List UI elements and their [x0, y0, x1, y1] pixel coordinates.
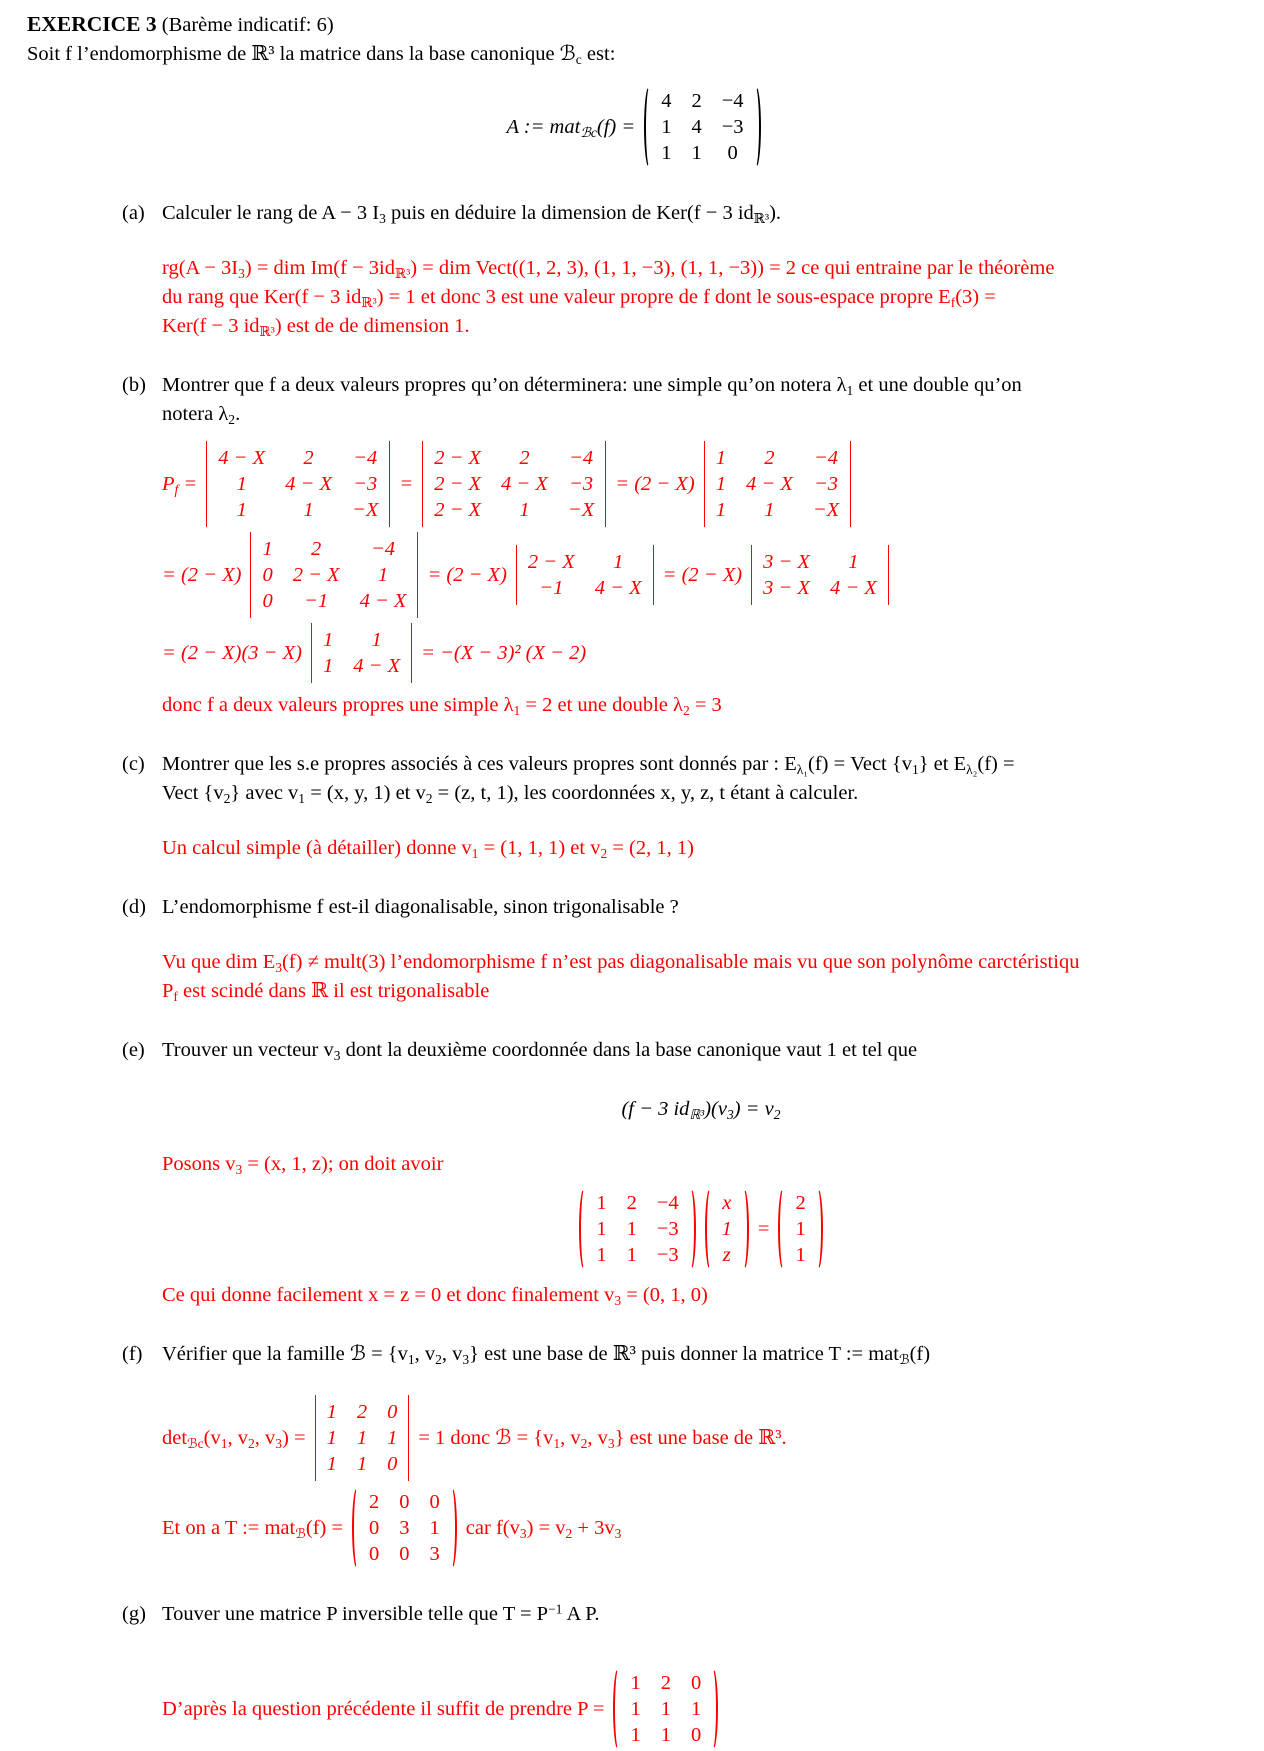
item-a-question: Calculer le rang de A − 3 $I_3$ puis en déduire la dimension de Ker(f − 3 $id_{ℝ^3}$).	[162, 202, 782, 226]
item-d	[27, 893, 1240, 1006]
matrix-cell: 1	[721, 1218, 732, 1240]
matrix-cell: 2	[660, 1672, 671, 1694]
matrix-cell: 1	[715, 499, 726, 521]
pf-eq-6: = (2 − X)(3 − X)	[162, 641, 302, 664]
paren-right	[750, 85, 761, 169]
item-b-label: (b)	[122, 374, 146, 396]
pf-det-6	[751, 545, 889, 605]
pf-det-7-grid	[321, 625, 402, 681]
e-display-equation	[162, 1095, 1240, 1124]
matrix-cell: 2	[795, 1192, 806, 1214]
matrix-cell: −1	[304, 590, 329, 612]
matrix-cell: 1	[626, 1244, 637, 1266]
item-a-label: (a)	[122, 202, 145, 224]
matrix-cell: 4 − X	[218, 447, 266, 469]
item-b-question-line-2: notera $\lambda_2$.	[162, 403, 241, 427]
matrix-cell: 4 − X	[501, 473, 548, 495]
matrix-cell: 1	[326, 1427, 337, 1449]
matrix-cell: 1	[236, 499, 247, 521]
matrix-cell: 2	[356, 1401, 368, 1423]
matrix-cell: −4	[813, 447, 839, 469]
matrix-cell: 1	[387, 1427, 398, 1449]
matrix-cell: z	[722, 1244, 731, 1266]
matrix-A-equation	[27, 85, 1240, 169]
exercise-header	[27, 10, 1240, 40]
f-det-matrix	[315, 1395, 410, 1481]
item-f-label: (f)	[122, 1343, 143, 1365]
matrix-cell: 4 − X	[285, 473, 332, 495]
system-rhs-grid	[789, 1187, 811, 1271]
item-e-label: (e)	[122, 1039, 145, 1061]
matrix-cell: 1	[262, 538, 273, 560]
matrix-A	[644, 85, 760, 169]
pf-det-5	[516, 545, 654, 605]
f-det-rhs: = 1 donc ℬ = {$v_1$, $v_2$, $v_3$} est une base de ℝ³.	[418, 1426, 787, 1451]
matrix-cell: 0	[387, 1453, 398, 1475]
item-g-label: (g)	[122, 1603, 146, 1625]
matrix-cell: −4	[370, 538, 396, 560]
matrix-cell: 1	[661, 142, 672, 164]
matrix-cell: −3	[721, 116, 744, 138]
matrix-cell: 0	[262, 590, 273, 612]
matrix-cell: 1	[661, 116, 672, 138]
paren-right	[685, 1187, 696, 1271]
item-b	[27, 371, 1240, 720]
e-system-equation	[162, 1187, 1240, 1271]
item-f-body	[162, 1340, 1240, 1570]
matrix-cell: 1	[322, 629, 334, 651]
paren-left	[705, 1187, 716, 1271]
matrix-cell: 2 − X	[292, 564, 340, 586]
system-matrix	[579, 1187, 695, 1271]
matrix-cell: 1	[322, 655, 334, 677]
pf-det-3-grid	[714, 443, 841, 525]
matrix-cell: 4 − X	[745, 473, 793, 495]
pf-det-2	[422, 441, 606, 527]
pf-det-5-grid	[526, 547, 644, 603]
system-equals: =	[757, 1217, 770, 1240]
item-c-question-line-2: Vect $\{v_2\}$ avec $v_1 = (x$, y, 1) et $v_2 = (z$, t, 1), les coordonnées x, y, z, t étant à calculer.	[162, 782, 859, 806]
g-answer-lhs: D’après la question précédente il suffit de prendre P =	[162, 1697, 605, 1720]
system-vector-grid	[716, 1187, 738, 1271]
item-b-answer	[162, 441, 1240, 720]
matrix-A-grid	[655, 85, 749, 169]
paren-left	[778, 1187, 789, 1271]
system-matrix-grid	[590, 1187, 684, 1271]
matrix-cell: 2	[626, 1192, 637, 1214]
matrix-cell: 1	[715, 447, 726, 469]
item-b-question-line-1: Montrer que f a deux valeurs propres qu’on déterminera: une simple qu’on notera $\lambda_1$ et une double qu’on	[162, 374, 1022, 398]
matrix-cell: −X	[812, 499, 840, 521]
matrix-cell: 1	[795, 1244, 806, 1266]
f-det-line	[162, 1395, 1240, 1481]
matrix-cell: 0	[690, 1724, 702, 1746]
matrix-cell: 1	[326, 1401, 337, 1423]
item-g	[27, 1600, 1240, 1751]
item-d-answer	[162, 948, 1240, 1006]
matrix-cell: 1	[690, 1698, 702, 1720]
matrix-cell: 1	[630, 1724, 641, 1746]
pf-det-4-grid	[260, 534, 408, 616]
g-answer	[162, 1667, 1240, 1751]
item-d-body	[162, 893, 1240, 1006]
matrix-cell: −3	[569, 473, 594, 495]
matrix-cell: 2	[691, 90, 702, 112]
pf-det-6-grid	[761, 547, 879, 603]
matrix-cell: 1	[326, 1453, 337, 1475]
matrix-cell: 2	[764, 447, 775, 469]
matrix-cell: −4	[721, 90, 744, 112]
item-c-answer: Un calcul simple (à détailler) donne $v_1 = (1$, 1, 1) et $v_2 = (2$, 1, 1)	[162, 837, 694, 861]
matrix-cell: 3	[399, 1517, 410, 1539]
pf-det-2-grid	[432, 443, 596, 525]
matrix-cell: 0	[429, 1491, 440, 1513]
f-det-lhs: $\det_{ℬc}(v_1$, $v_2$, $v_3$) =	[162, 1426, 306, 1451]
matrix-cell: −X	[567, 499, 595, 521]
matrix-cell: 2	[303, 447, 314, 469]
pf-eq-7: = −(X − 3)² (X − 2)	[421, 641, 587, 664]
matrix-cell: x	[722, 1192, 732, 1214]
matrix-cell: 1	[715, 473, 726, 495]
item-g-body	[162, 1600, 1240, 1751]
matrix-P-grid	[624, 1667, 707, 1751]
item-c-body	[162, 750, 1240, 863]
pf-calc-line-1	[162, 441, 1240, 527]
item-d-answer-line-2: $P_f$ est scindé dans ℝ il est trigonalisable	[162, 980, 490, 1004]
pf-det-1-grid	[216, 443, 380, 525]
matrix-cell: 1	[848, 551, 859, 573]
matrix-cell: −3	[813, 473, 839, 495]
matrix-cell: 1	[613, 551, 624, 573]
exercise-title: EXERCICE 3	[27, 12, 157, 36]
matrix-cell: 1	[371, 629, 382, 651]
matrix-cell: 2	[519, 447, 530, 469]
matrix-cell: 0	[262, 564, 273, 586]
matrix-cell: 2 − X	[434, 447, 482, 469]
matrix-cell: 1	[630, 1698, 641, 1720]
matrix-cell: 1	[596, 1218, 607, 1240]
matrix-cell: 3 − X	[763, 577, 810, 599]
matrix-cell: 1	[630, 1672, 641, 1694]
matrix-cell: −1	[539, 577, 564, 599]
item-f-question: Vérifier que la famille ℬ = {$v_1$, $v_2$, $v_3$} est une base de ℝ³ puis donner la matrice T := mat$_ℬ$(f)	[162, 1343, 931, 1367]
matrix-cell: 3 − X	[763, 551, 810, 573]
matrix-cell: 0	[399, 1491, 410, 1513]
matrix-cell: 1	[626, 1218, 637, 1240]
item-a-answer	[162, 254, 1240, 341]
matrix-cell: −4	[656, 1192, 679, 1214]
pf-eq-1: =	[399, 472, 414, 495]
pf-calc-line-2	[162, 532, 1240, 618]
matrix-cell: 0	[369, 1517, 380, 1539]
item-e-body	[162, 1036, 1240, 1310]
paren-right	[707, 1667, 718, 1751]
item-c	[27, 750, 1240, 863]
paren-right	[738, 1187, 749, 1271]
item-a	[27, 199, 1240, 341]
matrix-cell: 1	[795, 1218, 806, 1240]
matrix-cell: −3	[656, 1218, 679, 1240]
paren-right	[446, 1486, 457, 1570]
pf-det-4	[250, 532, 418, 618]
matrix-cell: 0	[399, 1543, 410, 1565]
matrix-cell: 1	[596, 1192, 607, 1214]
paren-left	[644, 85, 655, 169]
intro-text: Soit f l’endomorphisme de ℝ³ la matrice dans la base canonique ℬ$_c$ est:	[27, 43, 616, 67]
matrix-cell: 4	[691, 116, 702, 138]
f-T-lhs: Et on a T := mat$_ℬ$(f) =	[162, 1516, 344, 1541]
item-b-body	[162, 371, 1240, 720]
matrix-P	[613, 1667, 718, 1751]
matrix-cell: −X	[351, 499, 379, 521]
matrix-cell: 3	[429, 1543, 440, 1565]
matrix-cell: 1	[236, 473, 247, 495]
system-vector	[705, 1187, 749, 1271]
item-c-label: (c)	[122, 753, 145, 775]
pf-lhs: $P_f$ =	[162, 472, 198, 497]
item-a-body	[162, 199, 1240, 341]
matrix-cell: 4 − X	[594, 577, 642, 599]
matrix-cell: 4 − X	[829, 577, 877, 599]
matrix-cell: −3	[353, 473, 378, 495]
system-rhs	[778, 1187, 822, 1271]
item-c-question-line-1: Montrer que les s.e propres associés à ces valeurs propres sont donnés par : $E_{\lambda_1}(f)$ = Vect $\{v_1\}$ et $E_{\lambda_2}(f)$ =	[162, 753, 1015, 777]
matrix-cell: 1	[519, 499, 530, 521]
matrix-cell: 4	[661, 90, 672, 112]
matrix-cell: 1	[691, 142, 702, 164]
item-g-question: Touver une matrice P inversible telle que $T = P^{-1}$ A P.	[162, 1601, 600, 1625]
item-e-question: Trouver un vecteur $v_3$ dont la deuxième coordonnée dans la base canonique vaut 1 et tel que	[162, 1039, 918, 1063]
pf-det-1	[206, 441, 390, 527]
bareme-note: (Barème indicatif: 6)	[156, 14, 334, 36]
matrix-cell: 1	[429, 1517, 440, 1539]
matrix-cell: 2	[369, 1491, 380, 1513]
pf-eq-4: = (2 − X)	[427, 563, 507, 586]
pf-eq-2: = (2 − X)	[615, 472, 695, 495]
f-T-rhs: car $f(v_3) = v_2 + 3v_3$	[465, 1516, 622, 1541]
matrix-cell: 4 − X	[353, 655, 401, 677]
matrix-cell: 2	[311, 538, 322, 560]
paren-left	[579, 1187, 590, 1271]
matrix-cell: 1	[356, 1427, 368, 1449]
matrix-cell: 2 − X	[434, 473, 482, 495]
matrix-cell: 2 − X	[434, 499, 482, 521]
item-f	[27, 1340, 1240, 1570]
matrix-cell: 1	[377, 564, 389, 586]
item-d-answer-line-1: Vu que dim $E_3(f)$ ≠ mult(3) l’endomorphisme f n’est pas diagonalisable mais vu que son polynôme carctéristiqu	[162, 951, 1080, 975]
matrix-cell: 1	[356, 1453, 368, 1475]
pf-det-7	[311, 623, 412, 683]
matrix-cell: 1	[596, 1244, 607, 1266]
matrix-cell: 0	[369, 1543, 380, 1565]
pf-det-3	[704, 441, 851, 527]
pf-eq-5: = (2 − X)	[662, 563, 743, 586]
e-answer-end: Ce qui donne facilement x = z = 0 et donc finalement $v_3 = (0$, 1, 0)	[162, 1284, 708, 1308]
matrix-cell: 0	[727, 142, 738, 164]
matrix-T	[352, 1486, 457, 1570]
matrix-cell: 1	[303, 499, 314, 521]
item-a-answer-line-3: Ker(f − 3 $id_{ℝ^3}$) est de de dimension 1.	[162, 315, 470, 339]
matrix-cell: 2 − X	[527, 551, 575, 573]
matrix-T-grid	[363, 1486, 446, 1570]
pf-calc-line-3	[162, 623, 1240, 683]
item-b-conclusion: donc f a deux valeurs propres une simple $\lambda_1 = 2$ et une double $\lambda_2 = 3$	[162, 694, 722, 718]
matrix-cell: 0	[387, 1401, 398, 1423]
paren-left	[613, 1667, 624, 1751]
matrix-A-lhs: A := mat$_{ℬc}$(f) =	[506, 115, 636, 140]
item-e	[27, 1036, 1240, 1310]
e-answer-intro: Posons $v_3 = (x$, 1, z); on doit avoir	[162, 1153, 444, 1177]
matrix-cell: 1	[764, 499, 775, 521]
matrix-cell: 1	[660, 1724, 671, 1746]
item-d-label: (d)	[122, 896, 146, 918]
e-equation-text: (f − 3 $id_{ℝ^3})(v_3) = v_2$	[621, 1098, 781, 1122]
f-det-matrix-grid	[325, 1397, 400, 1479]
item-a-answer-line-2: du rang que Ker(f − 3 $id_{ℝ^3}) = 1$ et donc 3 est une valeur propre de f dont le sous-espace propre $E_f(3)$ =	[162, 286, 996, 310]
matrix-cell: −4	[569, 447, 594, 469]
matrix-cell: 0	[690, 1672, 702, 1694]
paren-right	[812, 1187, 823, 1271]
f-T-line	[162, 1486, 1240, 1570]
item-d-question: L’endomorphisme f est-il diagonalisable, sinon trigonalisable ?	[162, 896, 679, 918]
pf-eq-3: = (2 − X)	[162, 563, 242, 586]
paren-left	[352, 1486, 363, 1570]
matrix-cell: 4 − X	[359, 590, 407, 612]
matrix-cell: 1	[660, 1698, 671, 1720]
item-a-answer-line-1: $rg(A - 3I_3)$ = dim $Im(f - 3id_{ℝ^3})$ = dim Vect((1, 2, 3), (1, 1, −3), (1, 1, −3)) = 2 ce qui entraine par le théorème	[162, 257, 1055, 281]
matrix-cell: −4	[353, 447, 378, 469]
matrix-cell: −3	[656, 1244, 679, 1266]
